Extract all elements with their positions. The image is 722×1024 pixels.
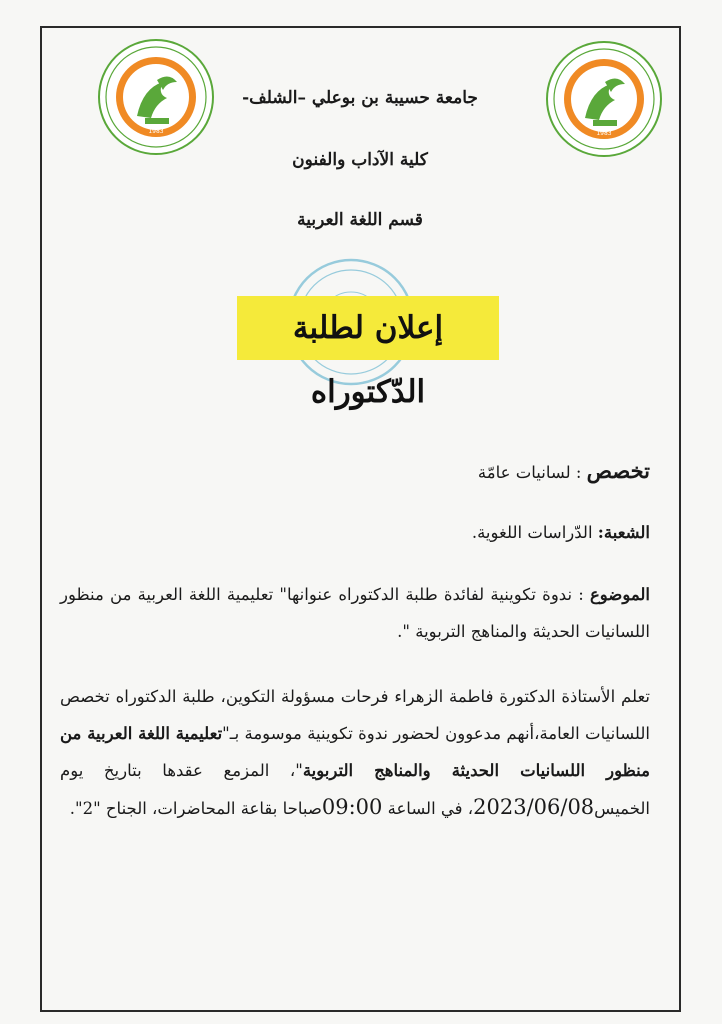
seminar-date: 2023/06/08 xyxy=(473,795,595,819)
subject-value: : ندوة تكوينية لفائدة طلبة الدكتوراه عنوانها" تعليمية اللغة العربية من منظور اللسانيات الحديثة والمناهج التربوية ". xyxy=(60,585,650,641)
announcement-part1: تعلم الأستاذة الدكتورة فاطمة الزهراء فرحات مسؤولة التكوين، طلبة الدكتوراه تخصص اللسانيات العامة،أنهم مدعوون لحضور ندوة تكوينية موسومة بـ" xyxy=(60,687,651,743)
department-name: قسم اللغة العربية xyxy=(297,210,423,230)
branch-label: الشعبة: xyxy=(597,523,650,542)
seminar-title: تعليمية اللغة العربية من منظور اللسانيات الحديثة والمناهج التربوية xyxy=(60,724,650,780)
branch-line xyxy=(60,514,650,551)
announcement-paragraph xyxy=(60,678,650,827)
subject-label: الموضوع xyxy=(589,585,650,604)
specialty-label: تخصص xyxy=(586,458,650,483)
faculty-name: كلية الآداب والفنون xyxy=(292,150,428,170)
subject-paragraph xyxy=(60,576,650,650)
announcement-part2: "، المزمع عقدها بتاريخ يوم الخميس xyxy=(60,761,650,818)
announcement-part4: صباحا بقاعة المحاضرات، الجناح "2". xyxy=(69,799,322,818)
specialty-line xyxy=(60,452,650,491)
announcement-part3: ، في الساعة xyxy=(382,799,474,818)
svg-text:1983: 1983 xyxy=(148,128,164,135)
branch-value: الدّراسات اللغوية. xyxy=(471,523,598,542)
svg-text:1983: 1983 xyxy=(596,130,612,137)
seminar-time: 09:00 xyxy=(321,795,383,819)
announcement-title: إعلان لطلبة الدّكتوراه xyxy=(237,296,499,360)
university-name: جامعة حسيبة بن بوعلي –الشلف- xyxy=(242,88,478,108)
specialty-value: : لسانيات عامّة xyxy=(477,463,587,482)
